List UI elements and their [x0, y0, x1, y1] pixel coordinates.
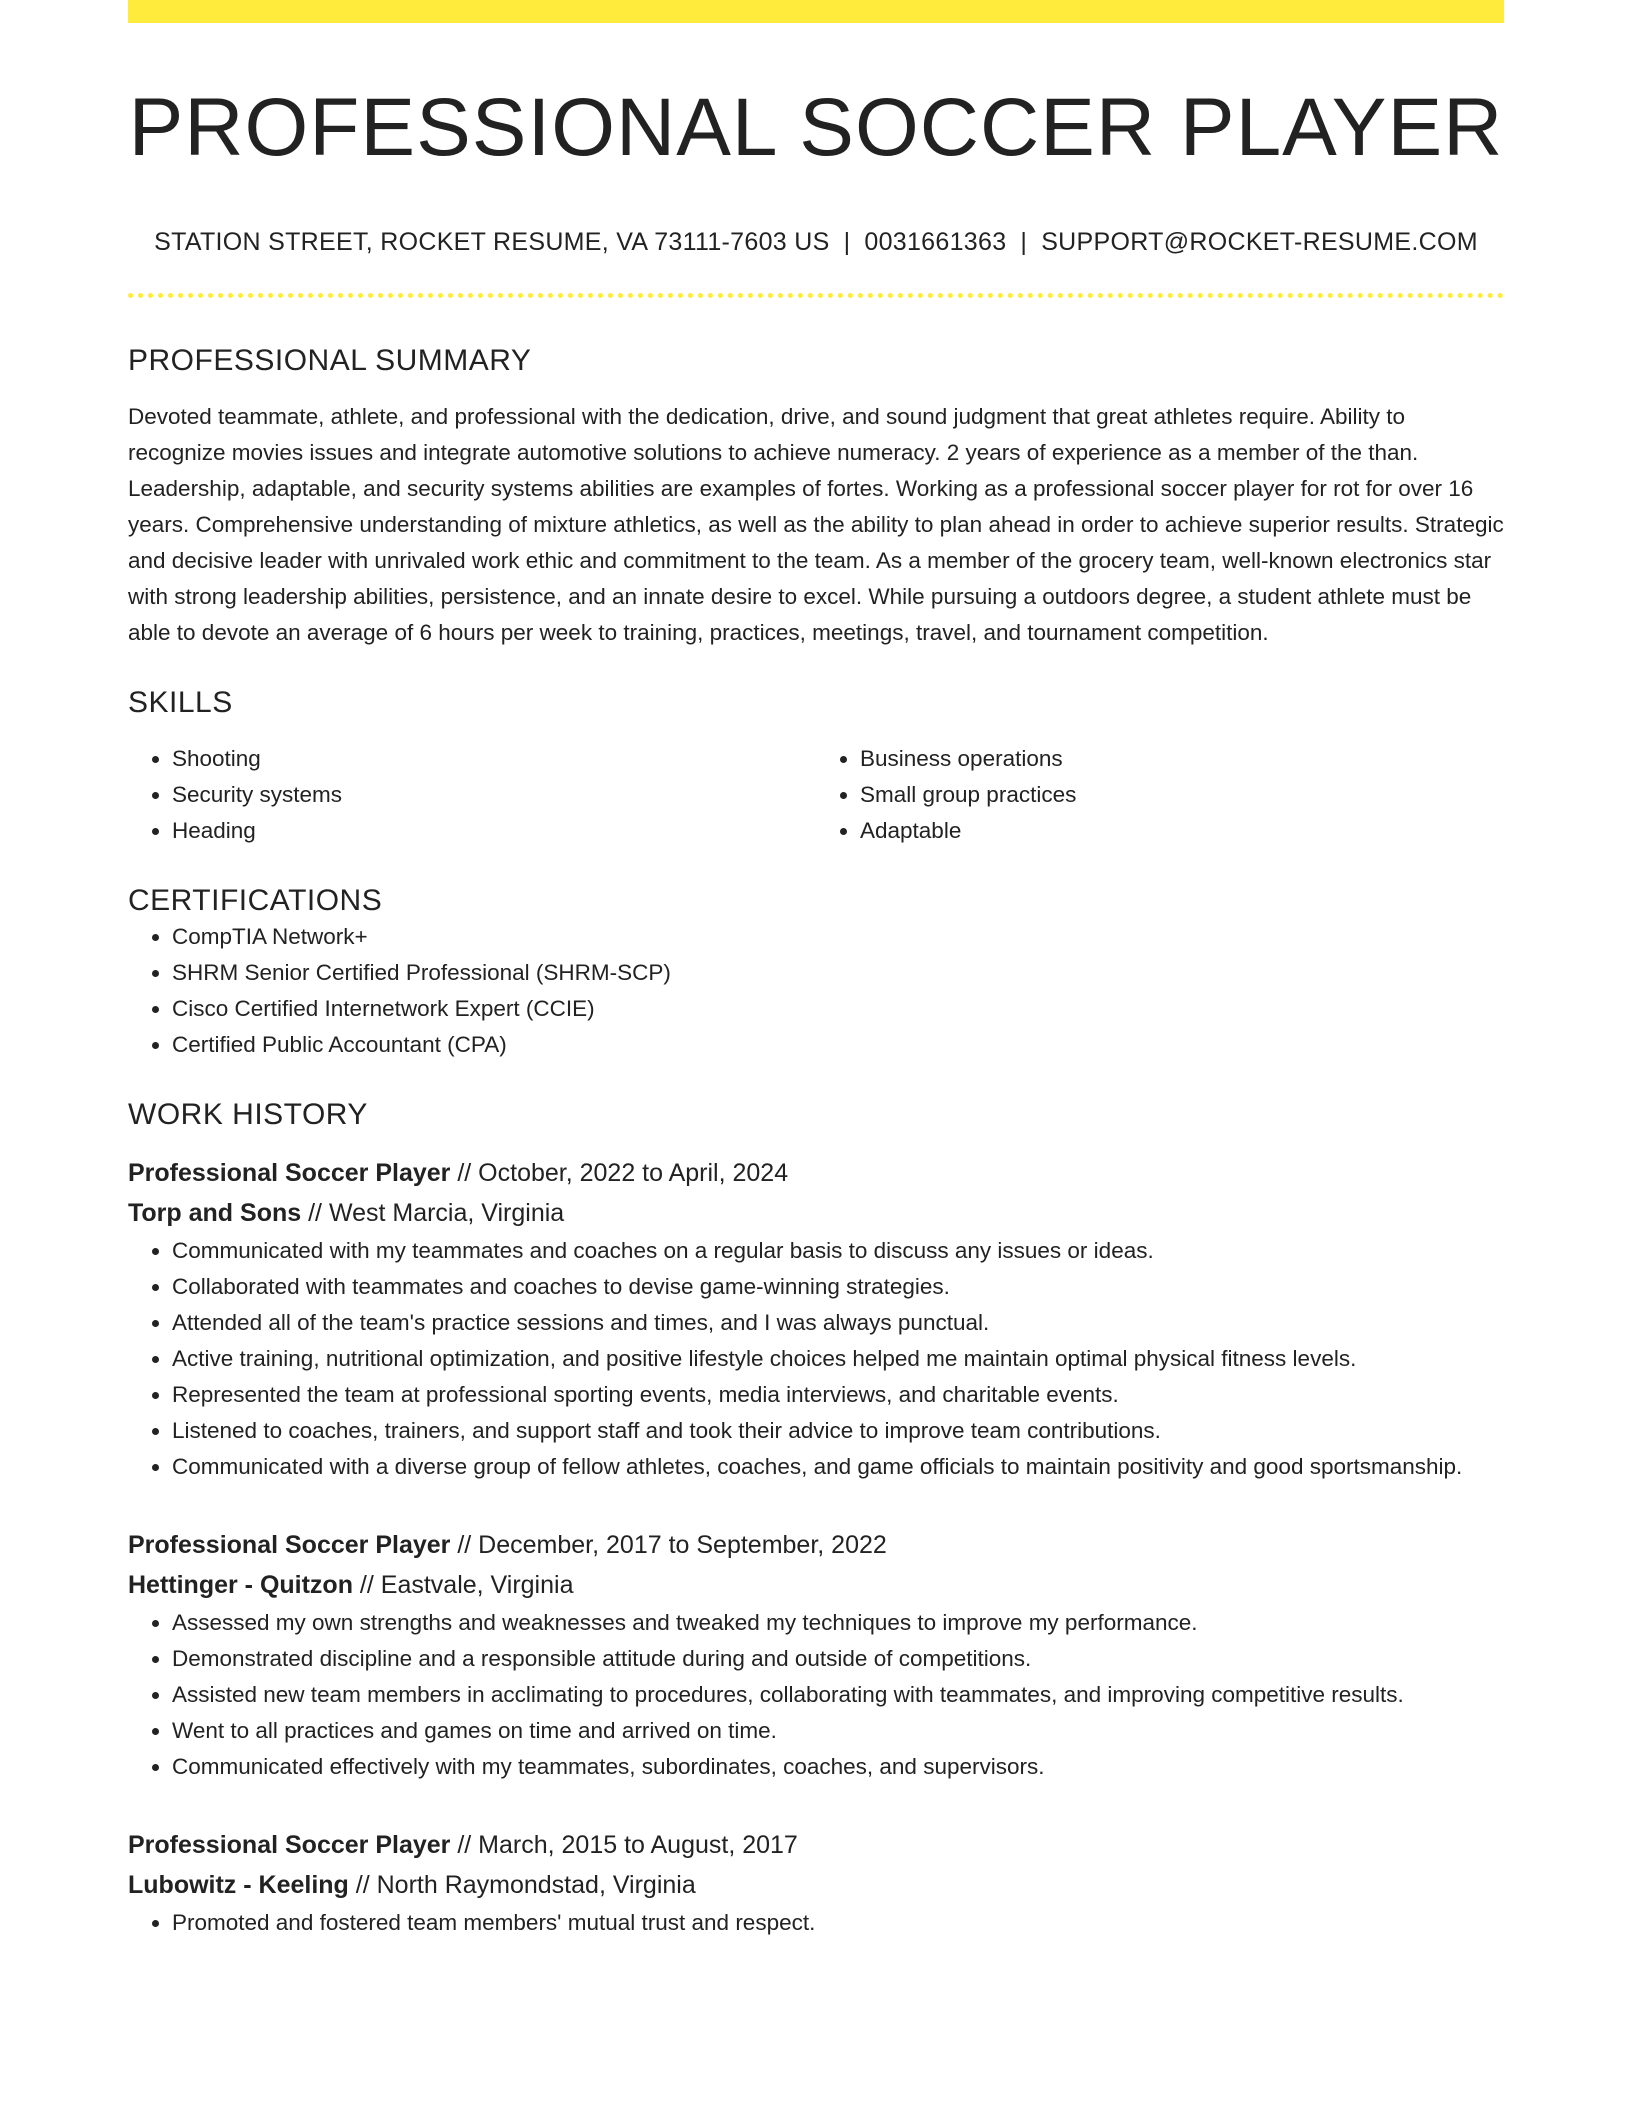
job-bullets	[128, 1905, 1504, 1941]
contact-line	[128, 227, 1504, 257]
job-location: // North Raymondstad, Virginia	[348, 1871, 696, 1900]
job-bullets	[128, 1605, 1504, 1785]
job-entry	[128, 1525, 1504, 1785]
job-company-line	[128, 1193, 1504, 1233]
resume-page	[128, 0, 1504, 1941]
summary-text: Devoted teammate, athlete, and professional with the dedication, drive, and sound judgment that great athletes require. Ability to recognize movies issues and integrate automotive solutions to achieve numeracy. 2 years of experience as a member of the than. Leadership, adaptable, and security systems abilities are examples of fortes. Working as a professional soccer player for rot for over 16 years. Comprehensive understanding of mixture athletics, as well as the ability to plan ahead in order to achieve superior results. Strategic and decisive leader with unrivaled work ethic and commitment to the team. As a member of the grocery team, well-known electronics star with strong leadership abilities, persistence, and an innate desire to excel. While pursuing a outdoors degree, a student athlete must be able to devote an average of 6 hours per week to training, practices, meetings, travel, and tournament competition.	[128, 404, 1504, 646]
work-history-heading: WORK HISTORY	[128, 1098, 368, 1132]
certifications-list	[128, 919, 1504, 1063]
contact-email[interactable]: SUPPORT@ROCKET-RESUME.COM	[1041, 228, 1478, 257]
top-accent-bar	[128, 0, 1504, 23]
job-bullet: • Communicated with my teammates and coaches on a regular basis to discuss any issues or ideas.	[172, 1233, 1504, 1269]
job-company-line	[128, 1865, 1504, 1905]
job-bullets	[128, 1233, 1504, 1485]
job-role-line	[128, 1825, 1504, 1865]
certification-item: • CompTIA Network+	[172, 919, 1504, 955]
job-bullet: • Demonstrated discipline and a responsible attitude during and outside of competitions.	[172, 1641, 1504, 1677]
job-bullet: • Assessed my own strengths and weaknesses and tweaked my techniques to improve my performance.	[172, 1605, 1504, 1641]
summary-heading: PROFESSIONAL SUMMARY	[128, 344, 532, 378]
certifications-heading: CERTIFICATIONS	[128, 884, 383, 918]
job-company-line	[128, 1565, 1504, 1605]
job-company: Lubowitz - Keeling	[128, 1871, 349, 1900]
job-bullet: • Attended all of the team's practice sessions and times, and I was always punctual.	[172, 1305, 1504, 1341]
contact-separator: |	[1020, 228, 1028, 257]
certification-item: • SHRM Senior Certified Professional (SHRM-SCP)	[172, 955, 1504, 991]
skill-item: • Shooting	[172, 741, 816, 777]
job-role-line	[128, 1525, 1504, 1565]
skill-item: • Adaptable	[860, 813, 1504, 849]
job-bullet: • Assisted new team members in acclimating to procedures, collaborating with teammates, and improving competitive results.	[172, 1677, 1504, 1713]
job-role: Professional Soccer Player	[128, 1159, 451, 1188]
skills-list-right	[816, 741, 1504, 849]
job-dates: // December, 2017 to September, 2022	[450, 1531, 887, 1560]
job-location: // West Marcia, Virginia	[301, 1199, 565, 1228]
job-dates: // October, 2022 to April, 2024	[450, 1159, 789, 1188]
contact-address: STATION STREET, ROCKET RESUME, VA 73111-7603 US	[154, 228, 830, 257]
skill-item: • Heading	[172, 813, 816, 849]
resume-title: PROFESSIONAL SOCCER PLAYER	[128, 82, 1504, 173]
job-role-line	[128, 1153, 1504, 1193]
job-entry	[128, 1153, 1504, 1485]
job-bullet: • Promoted and fostered team members' mutual trust and respect.	[172, 1905, 1504, 1941]
job-bullet: • Communicated effectively with my teammates, subordinates, coaches, and supervisors.	[172, 1749, 1504, 1785]
job-role: Professional Soccer Player	[128, 1531, 451, 1560]
job-company: Hettinger - Quitzon	[128, 1571, 353, 1600]
skill-item: • Business operations	[860, 741, 1504, 777]
skill-item: • Security systems	[172, 777, 816, 813]
job-bullet: • Communicated with a diverse group of fellow athletes, coaches, and game officials to maintain positivity and good sportsmanship.	[172, 1449, 1504, 1485]
skills-columns	[128, 741, 1504, 849]
job-bullet: • Represented the team at professional sporting events, media interviews, and charitable events.	[172, 1377, 1504, 1413]
job-role: Professional Soccer Player	[128, 1831, 451, 1860]
skills-list-left	[128, 741, 816, 849]
contact-phone: 0031661363	[864, 228, 1007, 257]
job-dates: // March, 2015 to August, 2017	[450, 1831, 798, 1860]
certification-item: • Certified Public Accountant (CPA)	[172, 1027, 1504, 1063]
skill-item: • Small group practices	[860, 777, 1504, 813]
job-bullet: • Went to all practices and games on time and arrived on time.	[172, 1713, 1504, 1749]
job-bullet: • Listened to coaches, trainers, and support staff and took their advice to improve team contributions.	[172, 1413, 1504, 1449]
job-location: // Eastvale, Virginia	[352, 1571, 574, 1600]
dotted-divider	[128, 293, 1504, 298]
skills-heading: SKILLS	[128, 686, 233, 720]
job-company: Torp and Sons	[128, 1199, 302, 1228]
job-bullet: • Active training, nutritional optimization, and positive lifestyle choices helped me maintain optimal physical fitness levels.	[172, 1341, 1504, 1377]
job-bullet: • Collaborated with teammates and coaches to devise game-winning strategies.	[172, 1269, 1504, 1305]
certification-item: • Cisco Certified Internetwork Expert (CCIE)	[172, 991, 1504, 1027]
job-entry	[128, 1825, 1504, 1941]
contact-separator: |	[843, 228, 851, 257]
